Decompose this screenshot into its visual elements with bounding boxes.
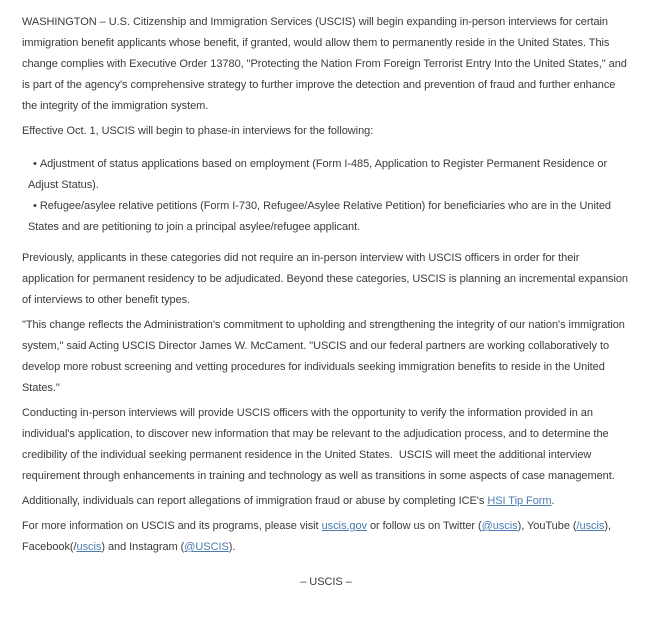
youtube-handle-link[interactable]: /uscis — [576, 520, 605, 532]
text-segment: ) and Instagram ( — [101, 541, 185, 553]
paragraph-fraud-reporting — [22, 491, 630, 512]
text-segment: ), Facebook(/ — [22, 520, 611, 553]
paragraph-previous-policy: Previously, applicants in these categories did not require an in-person interview with USCIS officers in order for their application for permanent residency to be adjudicated. Beyond these categories, USCIS is planning an incremental expansion of interviews to other benefit types. — [22, 252, 628, 306]
paragraph-interview-purpose: Conducting in-person interviews will provide USCIS officers with the opportunity to verify the information provided in an individual's application, to discover new information that may be relevant to the adjudication process, and to determine the credibility of the individual seeking permanent residence in the United States. USCIS will meet the additional interview requirement through enhancements in training and technology as well as transitions in some aspects of case management. — [22, 407, 615, 482]
paragraph-director-quote: "This change reflects the Administration's commitment to upholding and strengthening the integrity of our nation's immigration system," said Acting USCIS Director James W. McCament. "USCIS and our federal partners are working collaboratively to develop more robust screening and vetting procedures for individuals seeking immigration benefits to reside in the United States." — [22, 319, 625, 394]
paragraph-more-info — [22, 516, 630, 558]
paragraph-phase-in-intro: Effective Oct. 1, USCIS will begin to phase-in interviews for the following: — [22, 125, 374, 137]
list-item-adjustment-of-status: • Adjustment of status applications based on employment (Form I-485, Application to Register Permanent Residence or Adjust Status). — [28, 154, 630, 196]
paragraph-intro: WASHINGTON – U.S. Citizenship and Immigration Services (USCIS) will begin expanding in-person interviews for certain immigration benefit applicants whose benefit, if granted, would allow them to permanently reside in the United States. This change complies with Executive Order 13780, "Protecting the Nation From Foreign Terrorist Entry Into the United States," and is part of the agency's comprehensive strategy to further improve the detection and prevention of fraud and further enhance the integrity of the immigration system. — [22, 16, 627, 112]
footer-signoff: – USCIS – — [300, 576, 352, 588]
instagram-handle-link[interactable]: @USCIS — [184, 541, 229, 553]
interview-types-list — [22, 154, 630, 238]
text-segment: . — [551, 495, 555, 507]
list-item-refugee-asylee: • Refugee/asylee relative petitions (Form I-730, Refugee/Asylee Relative Petition) for beneficiaries who are in the United States and are petitioning to join a principal asylee/refugee applicant. — [28, 196, 630, 238]
hsi-tip-form-link[interactable]: HSI Tip Form — [487, 495, 552, 507]
text-segment: For more information on USCIS and its programs, please visit — [22, 520, 322, 532]
text-segment: ), YouTube ( — [517, 520, 577, 532]
twitter-handle-link[interactable]: @uscis — [481, 520, 518, 532]
text-segment: or follow us on Twitter ( — [366, 520, 482, 532]
facebook-handle-link[interactable]: uscis — [76, 541, 102, 553]
uscis-gov-link[interactable]: uscis.gov — [321, 520, 367, 532]
text-segment: Additionally, individuals can report allegations of immigration fraud or abuse by completing ICE's — [22, 495, 488, 507]
text-segment: ). — [228, 541, 236, 553]
